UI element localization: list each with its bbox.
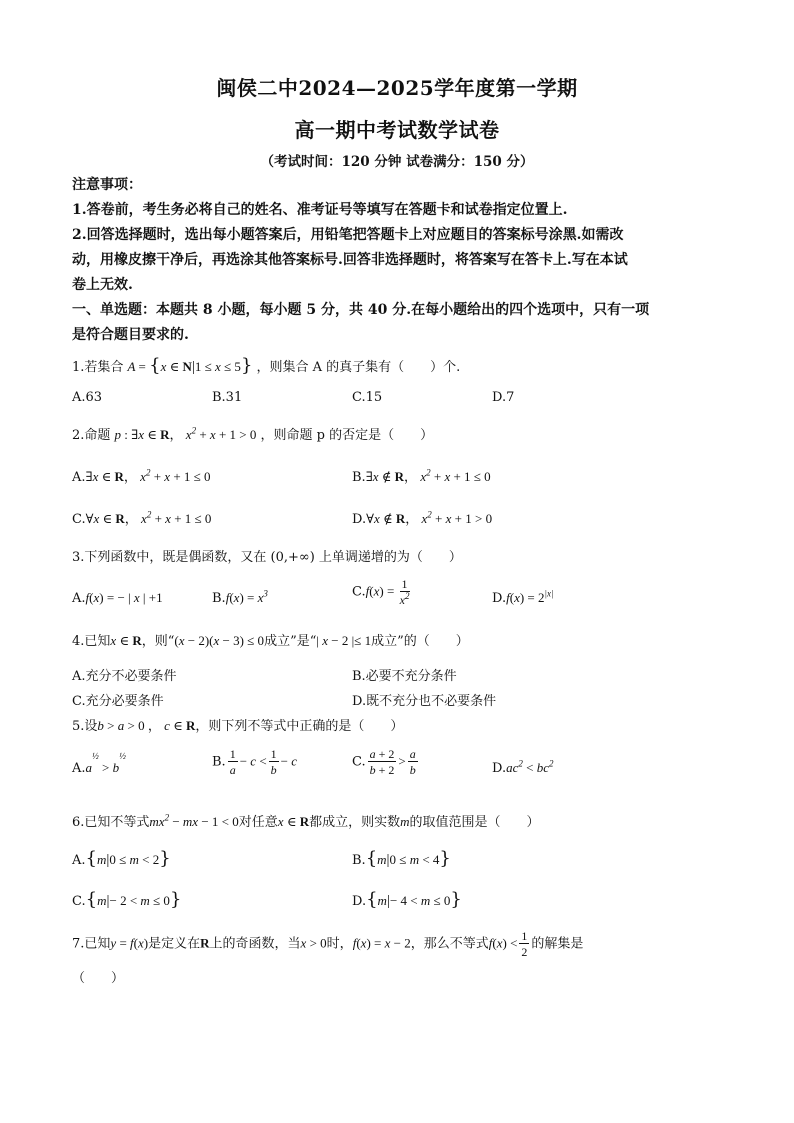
exam-info: （考试时间：120 分钟 试卷满分：150 分） — [260, 154, 534, 170]
question-3-option-d: $D.f(x) = 2^{|x|}$ — [492, 588, 554, 606]
question-4-option-a: A.充分不必要条件 — [72, 669, 177, 684]
question-5-option-c: C. $\frac{a + 2}{b + 2}$ > $\frac{a}{b}$ — [352, 747, 416, 777]
option-label: C. — [72, 894, 86, 909]
question-6-stem-a: 6.已知不等式 — [72, 815, 150, 830]
question-1-suffix: ，则集合 A 的真子集有（ ）个. — [256, 360, 461, 375]
question-7-stem-a: 7.已知 — [72, 936, 111, 952]
option-label: B. — [212, 754, 226, 770]
question-4-option-b: B.必要不充分条件 — [352, 669, 457, 684]
question-2-proposition: p : ∃x ∈ R， $x^2 + x + 1 > 0$ — [114, 425, 257, 442]
question-7-answer-paren: （ ） — [72, 971, 125, 986]
question-4-stem-d: 成立”的（ ） — [371, 634, 469, 649]
question-5-stem-b: ，则下列不等式中正确的是（ ） — [195, 719, 404, 734]
option-label: C. — [72, 512, 86, 527]
option-label: A. — [72, 591, 86, 606]
option-label: A. — [72, 853, 86, 868]
question-6-option-b: B.{m|0 ≤ m < 4} — [352, 848, 451, 869]
section-1-line-1: 一、单选题：本题共 8 小题，每小题 5 分，共 40 分.在每小题给出的四个选项中，只有一项 — [72, 302, 650, 318]
question-3-option-b: $B.f(x) = x^3$ — [212, 588, 268, 606]
notes-item-2-line-3: 卷上无效. — [72, 277, 133, 293]
notes-item-2-line-1: 2.回答选择题时，选出每小题答案后，用铅笔把答题卡上对应题目的答案标号涂黑.如需改 — [72, 227, 624, 243]
question-7-stem-b: 是定义在 — [148, 936, 201, 952]
exam-title: 闽侯二中2024—2025学年度第一学期 — [216, 76, 578, 100]
question-5-stem: 5.设b > a > 0 ， c ∈ R，则下列不等式中正确的是（ ） — [72, 718, 404, 734]
question-7-stem: 7.已知y = f(x)是定义在R上的奇函数，当x > 0时，f(x) = x − 2，那么不等式f(x) < $\frac{1}{2}$ 的解集是 — [72, 929, 584, 959]
question-1-stem — [72, 355, 460, 376]
option-label: D. — [492, 761, 507, 776]
question-2-option-a: A.∃x ∈ R， $x^2 + x + 1 \le 0$ — [72, 467, 211, 485]
question-1-option-d: D.7 — [492, 390, 515, 405]
question-6-stem: 6.已知不等式$mx^2$ − mx − 1 < 0对任意x ∈ R都成立，则实数m的取值范围是（ ） — [72, 812, 540, 830]
question-2-stem — [72, 424, 433, 443]
question-6-option-c: C.{m|− 2 < m ≤ 0} — [72, 889, 182, 910]
question-3-option-c: C.f(x) = $\frac{1}{x^2}$ — [352, 577, 410, 607]
option-label: D. — [352, 512, 367, 527]
question-1-option-b: B.31 — [212, 390, 243, 405]
exam-subtitle: 高一期中考试数学试卷 — [294, 118, 500, 142]
option-label: A. — [72, 470, 86, 485]
question-4-option-c: C.充分必要条件 — [72, 694, 164, 709]
section-1-line-2: 是符合题目要求的. — [72, 327, 189, 343]
question-7-stem-e: ，那么不等式 — [410, 936, 489, 952]
notes-heading: 注意事项： — [72, 177, 142, 193]
question-4-stem-b: ，则“ — [141, 634, 175, 649]
question-5-option-d: $D.ac^2 < bc^2$ — [492, 758, 554, 776]
option-label: B. — [352, 470, 366, 485]
question-2-prefix: 2.命题 — [72, 428, 111, 443]
option-label: C. — [352, 754, 366, 770]
question-5-option-a: $A.a^{\frac{1}{2}} > b^{\frac{1}{2}}$ — [72, 750, 126, 776]
question-2-suffix: ，则命题 p 的否定是（ ） — [260, 428, 434, 443]
question-2-option-c: C.∀x ∈ R， $x^2 + x + 1 \le 0$ — [72, 509, 212, 527]
question-5-option-b: B. $\frac{1}{a}$ − c < $\frac{1}{b}$ − c — [212, 747, 298, 777]
question-6-option-d: D.{m|− 4 < m ≤ 0} — [352, 889, 462, 910]
question-4-option-d: D.既不充分也不必要条件 — [352, 694, 497, 709]
option-label: D. — [352, 894, 367, 909]
question-6-stem-d: 的取值范围是（ ） — [409, 815, 540, 830]
question-1-option-a: A.63 — [72, 390, 103, 405]
question-6-stem-c: 都成立，则实数 — [309, 815, 401, 830]
question-5-stem-a: 5.设 — [72, 719, 98, 734]
question-4-stem: 4.已知x ∈ R，则“(x − 2)(x − 3) ≤ 0成立”是“| x − 2 |≤ 1成立”的（ ） — [72, 633, 469, 649]
notes-item-2-line-2: 动，用橡皮擦干净后，再选涂其他答案标号.回答非选择题时，将答案写在答卡上.写在本试 — [72, 252, 628, 268]
question-1-prefix: 1.若集合 — [72, 360, 124, 375]
question-4-stem-c: 成立”是“ — [264, 634, 317, 649]
option-label: D. — [492, 591, 507, 606]
question-7-stem-d: 时， — [326, 936, 353, 952]
option-label: B. — [352, 853, 366, 868]
question-3-option-a: A.f(x) = − | x | +1 — [72, 590, 163, 606]
option-label: C. — [352, 584, 366, 600]
option-label: B. — [212, 591, 226, 606]
question-3-stem: 3.下列函数中，既是偶函数，又在 (0,+∞) 上单调递增的为（ ） — [72, 550, 462, 565]
question-4-stem-a: 4.已知 — [72, 634, 111, 649]
question-2-option-b: B.∃x ∉ R， $x^2 + x + 1 \le 0$ — [352, 467, 491, 485]
question-6-option-a: A.{m|0 ≤ m < 2} — [72, 848, 171, 869]
question-6-stem-b: 对任意 — [238, 815, 278, 830]
question-1-set: A = {x ∈ N|1 ≤ x ≤ 5} — [127, 355, 253, 376]
option-label: A. — [72, 761, 86, 776]
question-2-option-d: D.∀x ∉ R， $x^2 + x + 1 > 0$ — [352, 509, 493, 527]
question-7-stem-f: 的解集是 — [531, 936, 584, 952]
notes-item-1: 1.答卷前，考生务必将自己的姓名、准考证号等填写在答题卡和试卷指定位置上. — [72, 202, 568, 218]
question-7-stem-c: 上的奇函数，当 — [209, 936, 301, 952]
question-1-option-c: C.15 — [352, 390, 383, 405]
